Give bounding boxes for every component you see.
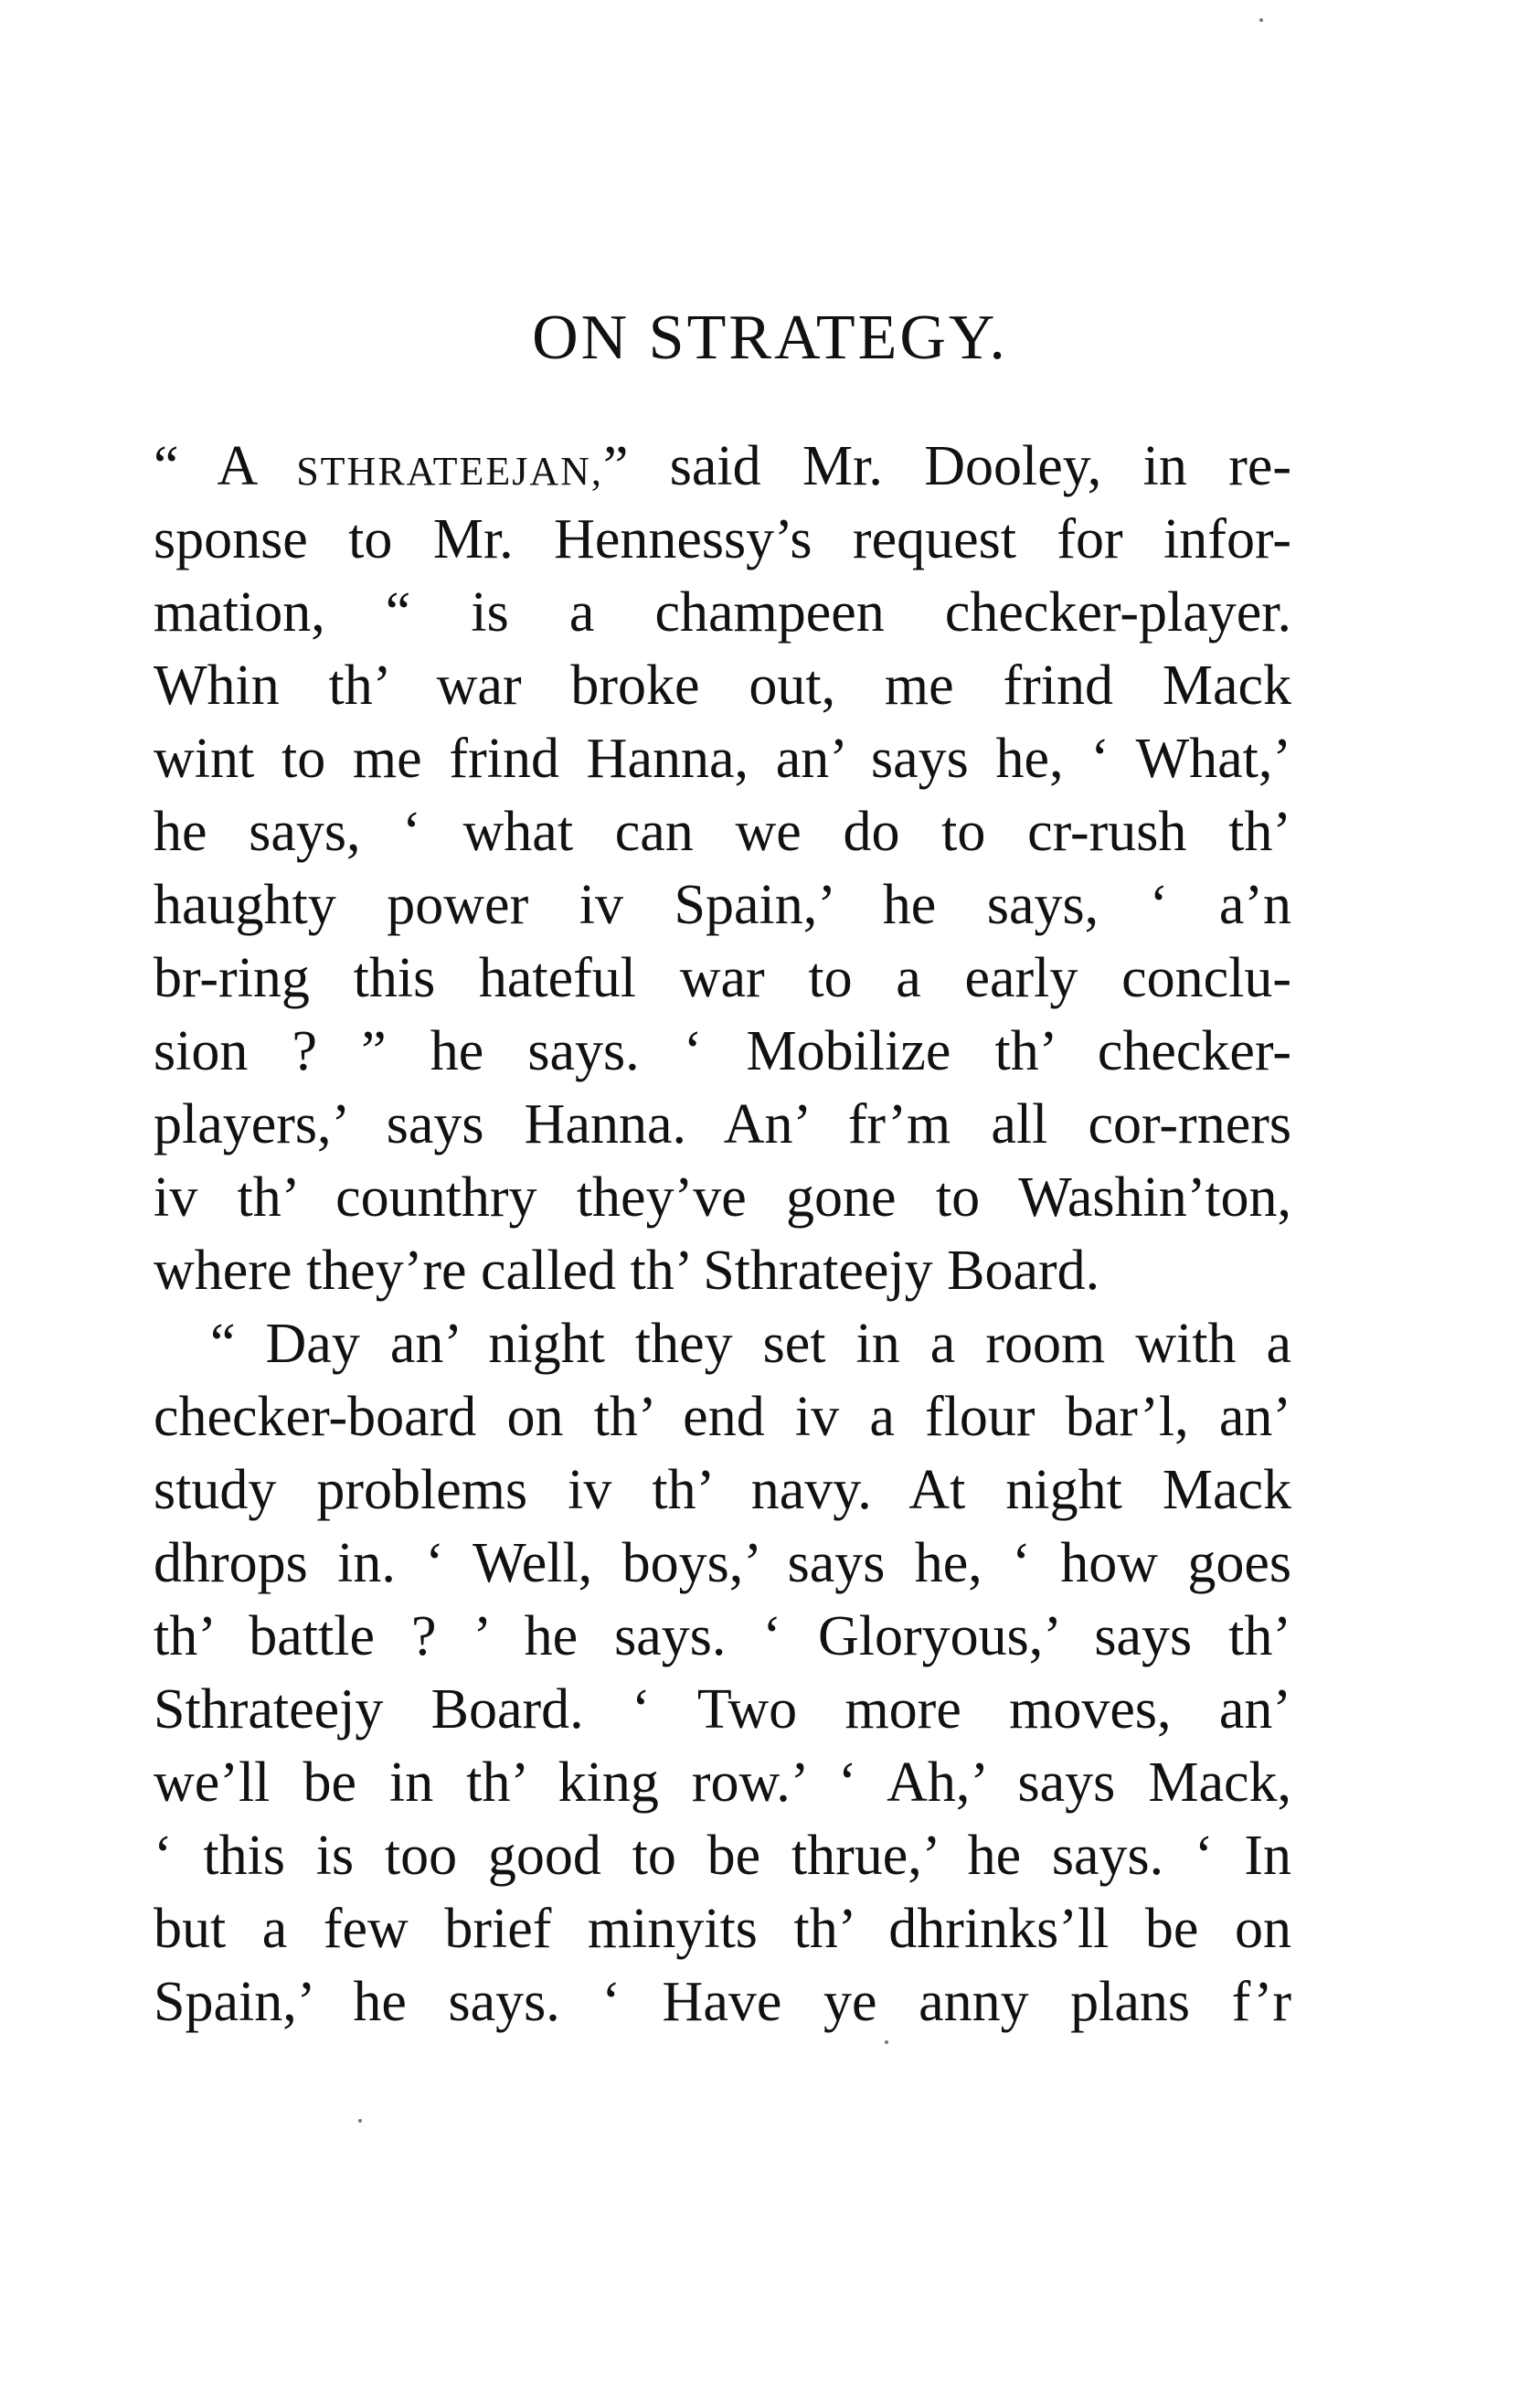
text-line: checker-board on th’ end iv a flour bar’l, an’ (154, 1386, 1291, 1448)
paper-speck (885, 2040, 888, 2044)
line-rest: ” said Mr. Dooley, in re- (602, 435, 1291, 497)
paper-speck (358, 2119, 362, 2123)
chapter-title: ON STRATEGY. (532, 303, 1008, 373)
text-line: sion ? ” he says. ‘ Mobilize th’ checker- (154, 1020, 1291, 1082)
text-line: study problems iv th’ navy. At night Mack (154, 1459, 1291, 1521)
text-line: ‘ this is too good to be thrue,’ he says. ‘ In (154, 1825, 1291, 1887)
text-line: players,’ says Hanna. An’ fr’m all cor-rners (154, 1093, 1291, 1155)
text-line: he says, ‘ what can we do to cr-rush th’ (154, 801, 1291, 863)
text-line: Whin th’ war broke out, me frind Mack (154, 655, 1291, 717)
text-line: Sthrateejy Board. ‘ Two more moves, an’ (154, 1678, 1291, 1741)
text-line: mation, “ is a champeen checker-player. (154, 581, 1291, 644)
opening-quote: “ A (154, 435, 297, 497)
paragraph-1 (154, 430, 1291, 1307)
text-line: we’ll be in th’ king row.’ ‘ Ah,’ says Mack, (154, 1751, 1291, 1814)
text-line: but a few brief minyits th’ dhrinks’ll be on (154, 1898, 1291, 1960)
text-line: Spain,’ he says. ‘ Have ye anny plans f’r (154, 1971, 1291, 2033)
text-line: sponse to Mr. Hennessy’s request for infor- (154, 508, 1291, 570)
text-line: br-ring this hateful war to a early conclu- (154, 947, 1291, 1009)
text-line: dhrops in. ‘ Well, boys,’ says he, ‘ how goes (154, 1532, 1291, 1594)
text-line: “ Day an’ night they set in a room with a (210, 1313, 1291, 1375)
paper-speck (1259, 18, 1263, 22)
text-line: wint to me frind Hanna, an’ says he, ‘ What,’ (154, 728, 1291, 790)
text-line (154, 430, 1291, 503)
text-line: iv th’ counthry they’ve gone to Washin’ton, (154, 1166, 1291, 1229)
text-line: haughty power iv Spain,’ he says, ‘ a’n (154, 874, 1291, 936)
paragraph-2 (154, 1307, 1291, 2039)
smallcaps-word: STHRATEEJAN, (296, 449, 603, 494)
text-line: th’ battle ? ’ he says. ‘ Gloryous,’ says th’ (154, 1605, 1291, 1667)
text-line: where they’re called th’ Sthrateejy Board. (154, 1240, 1100, 1302)
